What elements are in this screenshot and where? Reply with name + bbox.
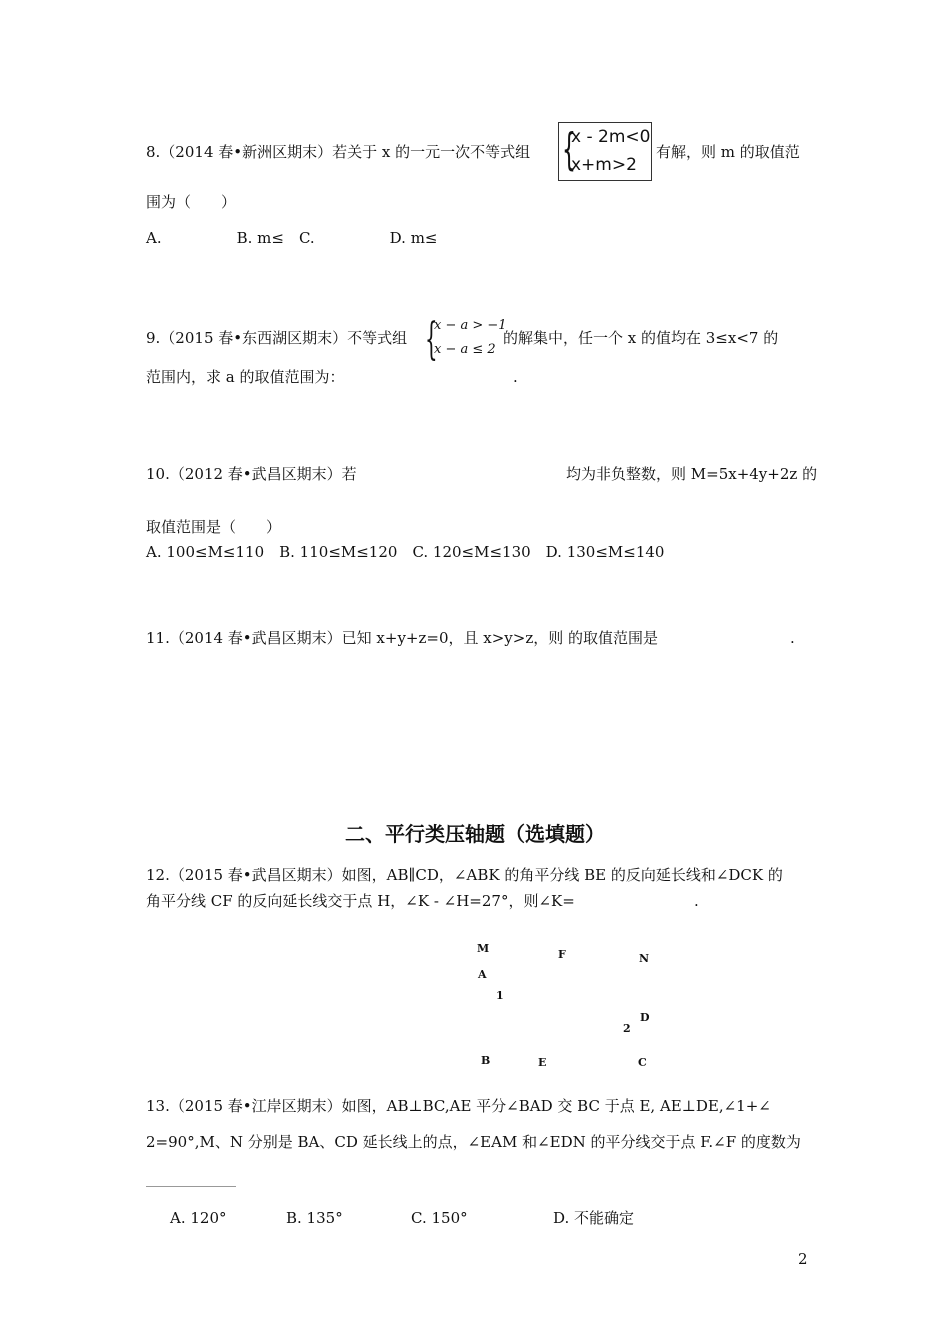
q10-options: A. 100≤M≤110 B. 110≤M≤120 C. 120≤M≤130 D. 130≤M≤140 <box>146 543 665 561</box>
q13-stem-line2: 2=90°,M、N 分别是 BA、CD 延长线上的点，∠EAM 和∠EDN 的平分线交于点 F.∠F 的度数为 <box>146 1133 801 1151</box>
q13-stem-line1: 13.（2015 春•江岸区期末）如图，AB⊥BC,AE 平分∠BAD 交 BC 于点 E, AE⊥DE,∠1+∠ <box>146 1097 771 1115</box>
q10-stem-line1-tail: 均为非负整数，则 M=5x+4y+2z 的 <box>566 465 818 483</box>
figure-label-c: C <box>638 1056 647 1069</box>
q13-option-c: C. 150° <box>411 1209 468 1227</box>
q10-stem-line1: 10.（2012 春•武昌区期末）若 <box>146 465 357 483</box>
q8-stem-line1-tail: 有解，则 m 的取值范 <box>656 143 800 161</box>
figure-label-m: M <box>477 942 490 955</box>
q12-stem-line1: 12.（2015 春•武昌区期末）如图，AB∥CD，∠ABK 的角平分线 BE 的反向延长线和∠DCK 的 <box>146 866 783 884</box>
section-heading: 二、平行类压轴题（选填题） <box>345 822 605 846</box>
q9-system-row1: x − a > −1 <box>434 318 507 333</box>
q9-system-row2: x − a ≤ 2 <box>434 342 496 357</box>
q8-system-row2: x+m>2 <box>571 155 637 175</box>
figure-label-n: N <box>639 952 650 965</box>
figure-label-f: F <box>558 948 566 961</box>
q8-stem-line2: 围为（ ） <box>146 193 237 211</box>
q8-options: A. B. m≤ C. D. m≤ <box>146 229 438 247</box>
figure-label-d: D <box>640 1011 650 1024</box>
page-number: 2 <box>798 1250 808 1268</box>
q11-answer-end: . <box>790 629 795 647</box>
q8-stem-line1: 8.（2014 春•新洲区期末）若关于 x 的一元一次不等式组 <box>146 143 531 161</box>
answer-blank-line <box>146 1186 236 1187</box>
q12-stem-line2: 角平分线 CF 的反向延长线交于点 H，∠K - ∠H=27°，则∠K= <box>146 892 575 910</box>
figure-label-a: A <box>478 968 487 981</box>
q9-stem-line2: 范围内，求 a 的取值范围为： <box>146 368 345 386</box>
brace-glyph: { <box>425 314 438 365</box>
figure-label-1: 1 <box>496 989 504 1002</box>
q8-inequality-system-image <box>558 122 652 181</box>
q9-stem-line1-tail: 的解集中，任一个 x 的值均在 3≤x<7 的 <box>503 329 779 347</box>
brace-glyph: { <box>562 124 576 175</box>
figure-label-b: B <box>481 1054 491 1067</box>
q12-answer-end: . <box>694 892 699 910</box>
q9-answer-end: . <box>513 368 518 386</box>
figure-label-2: 2 <box>623 1022 631 1035</box>
q13-option-d: D. 不能确定 <box>553 1209 635 1227</box>
q8-system-row1: x - 2m<0 <box>571 127 651 147</box>
figure-label-e: E <box>538 1056 547 1069</box>
q10-stem-line2: 取值范围是（ ） <box>146 518 282 536</box>
q11-stem-line1: 11.（2014 春•武昌区期末）已知 x+y+z=0，且 x>y>z，则 的取值范围是 <box>146 629 659 647</box>
q13-option-b: B. 135° <box>286 1209 343 1227</box>
q13-option-a: A. 120° <box>170 1209 227 1227</box>
q9-stem-line1: 9.（2015 春•东西湖区期末）不等式组 <box>146 329 408 347</box>
